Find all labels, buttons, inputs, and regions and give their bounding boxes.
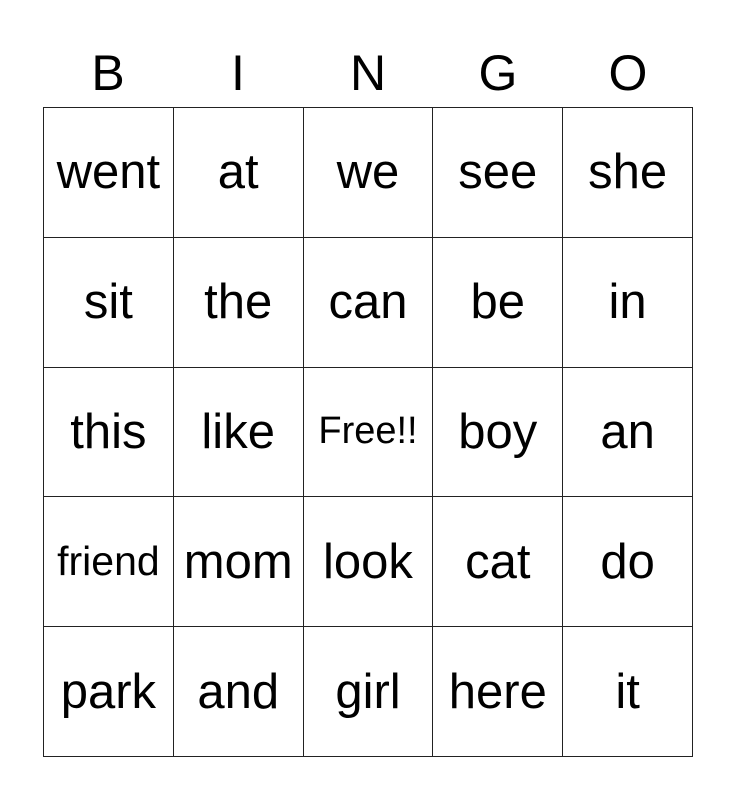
bingo-cell: she <box>563 108 693 238</box>
bingo-cell: this <box>44 368 174 498</box>
header-letter-i: I <box>231 45 245 101</box>
bingo-cell: mom <box>174 497 304 627</box>
bingo-cell: boy <box>433 368 563 498</box>
bingo-cell: sit <box>44 238 174 368</box>
bingo-cell: can <box>304 238 434 368</box>
bingo-cell: in <box>563 238 693 368</box>
bingo-cell: we <box>304 108 434 238</box>
bingo-cell: here <box>433 627 563 757</box>
header-letter-o: O <box>608 45 648 101</box>
bingo-cell: it <box>563 627 693 757</box>
bingo-header <box>43 40 693 106</box>
bingo-cell: see <box>433 108 563 238</box>
bingo-cell: girl <box>304 627 434 757</box>
bingo-cell: went <box>44 108 174 238</box>
bingo-cell: and <box>174 627 304 757</box>
header-letter-n: N <box>349 45 387 101</box>
bingo-cell: friend <box>44 497 174 627</box>
bingo-cell: an <box>563 368 693 498</box>
header-letter-b: B <box>91 45 125 101</box>
bingo-cell: do <box>563 497 693 627</box>
bingo-cell: the <box>174 238 304 368</box>
bingo-cell: like <box>174 368 304 498</box>
bingo-grid <box>43 107 693 757</box>
bingo-cell: be <box>433 238 563 368</box>
header-letter-g: G <box>478 45 518 101</box>
bingo-cell: look <box>304 497 434 627</box>
bingo-cell: cat <box>433 497 563 627</box>
bingo-cell: park <box>44 627 174 757</box>
bingo-cell: at <box>174 108 304 238</box>
free-space-cell: Free!! <box>304 368 434 498</box>
